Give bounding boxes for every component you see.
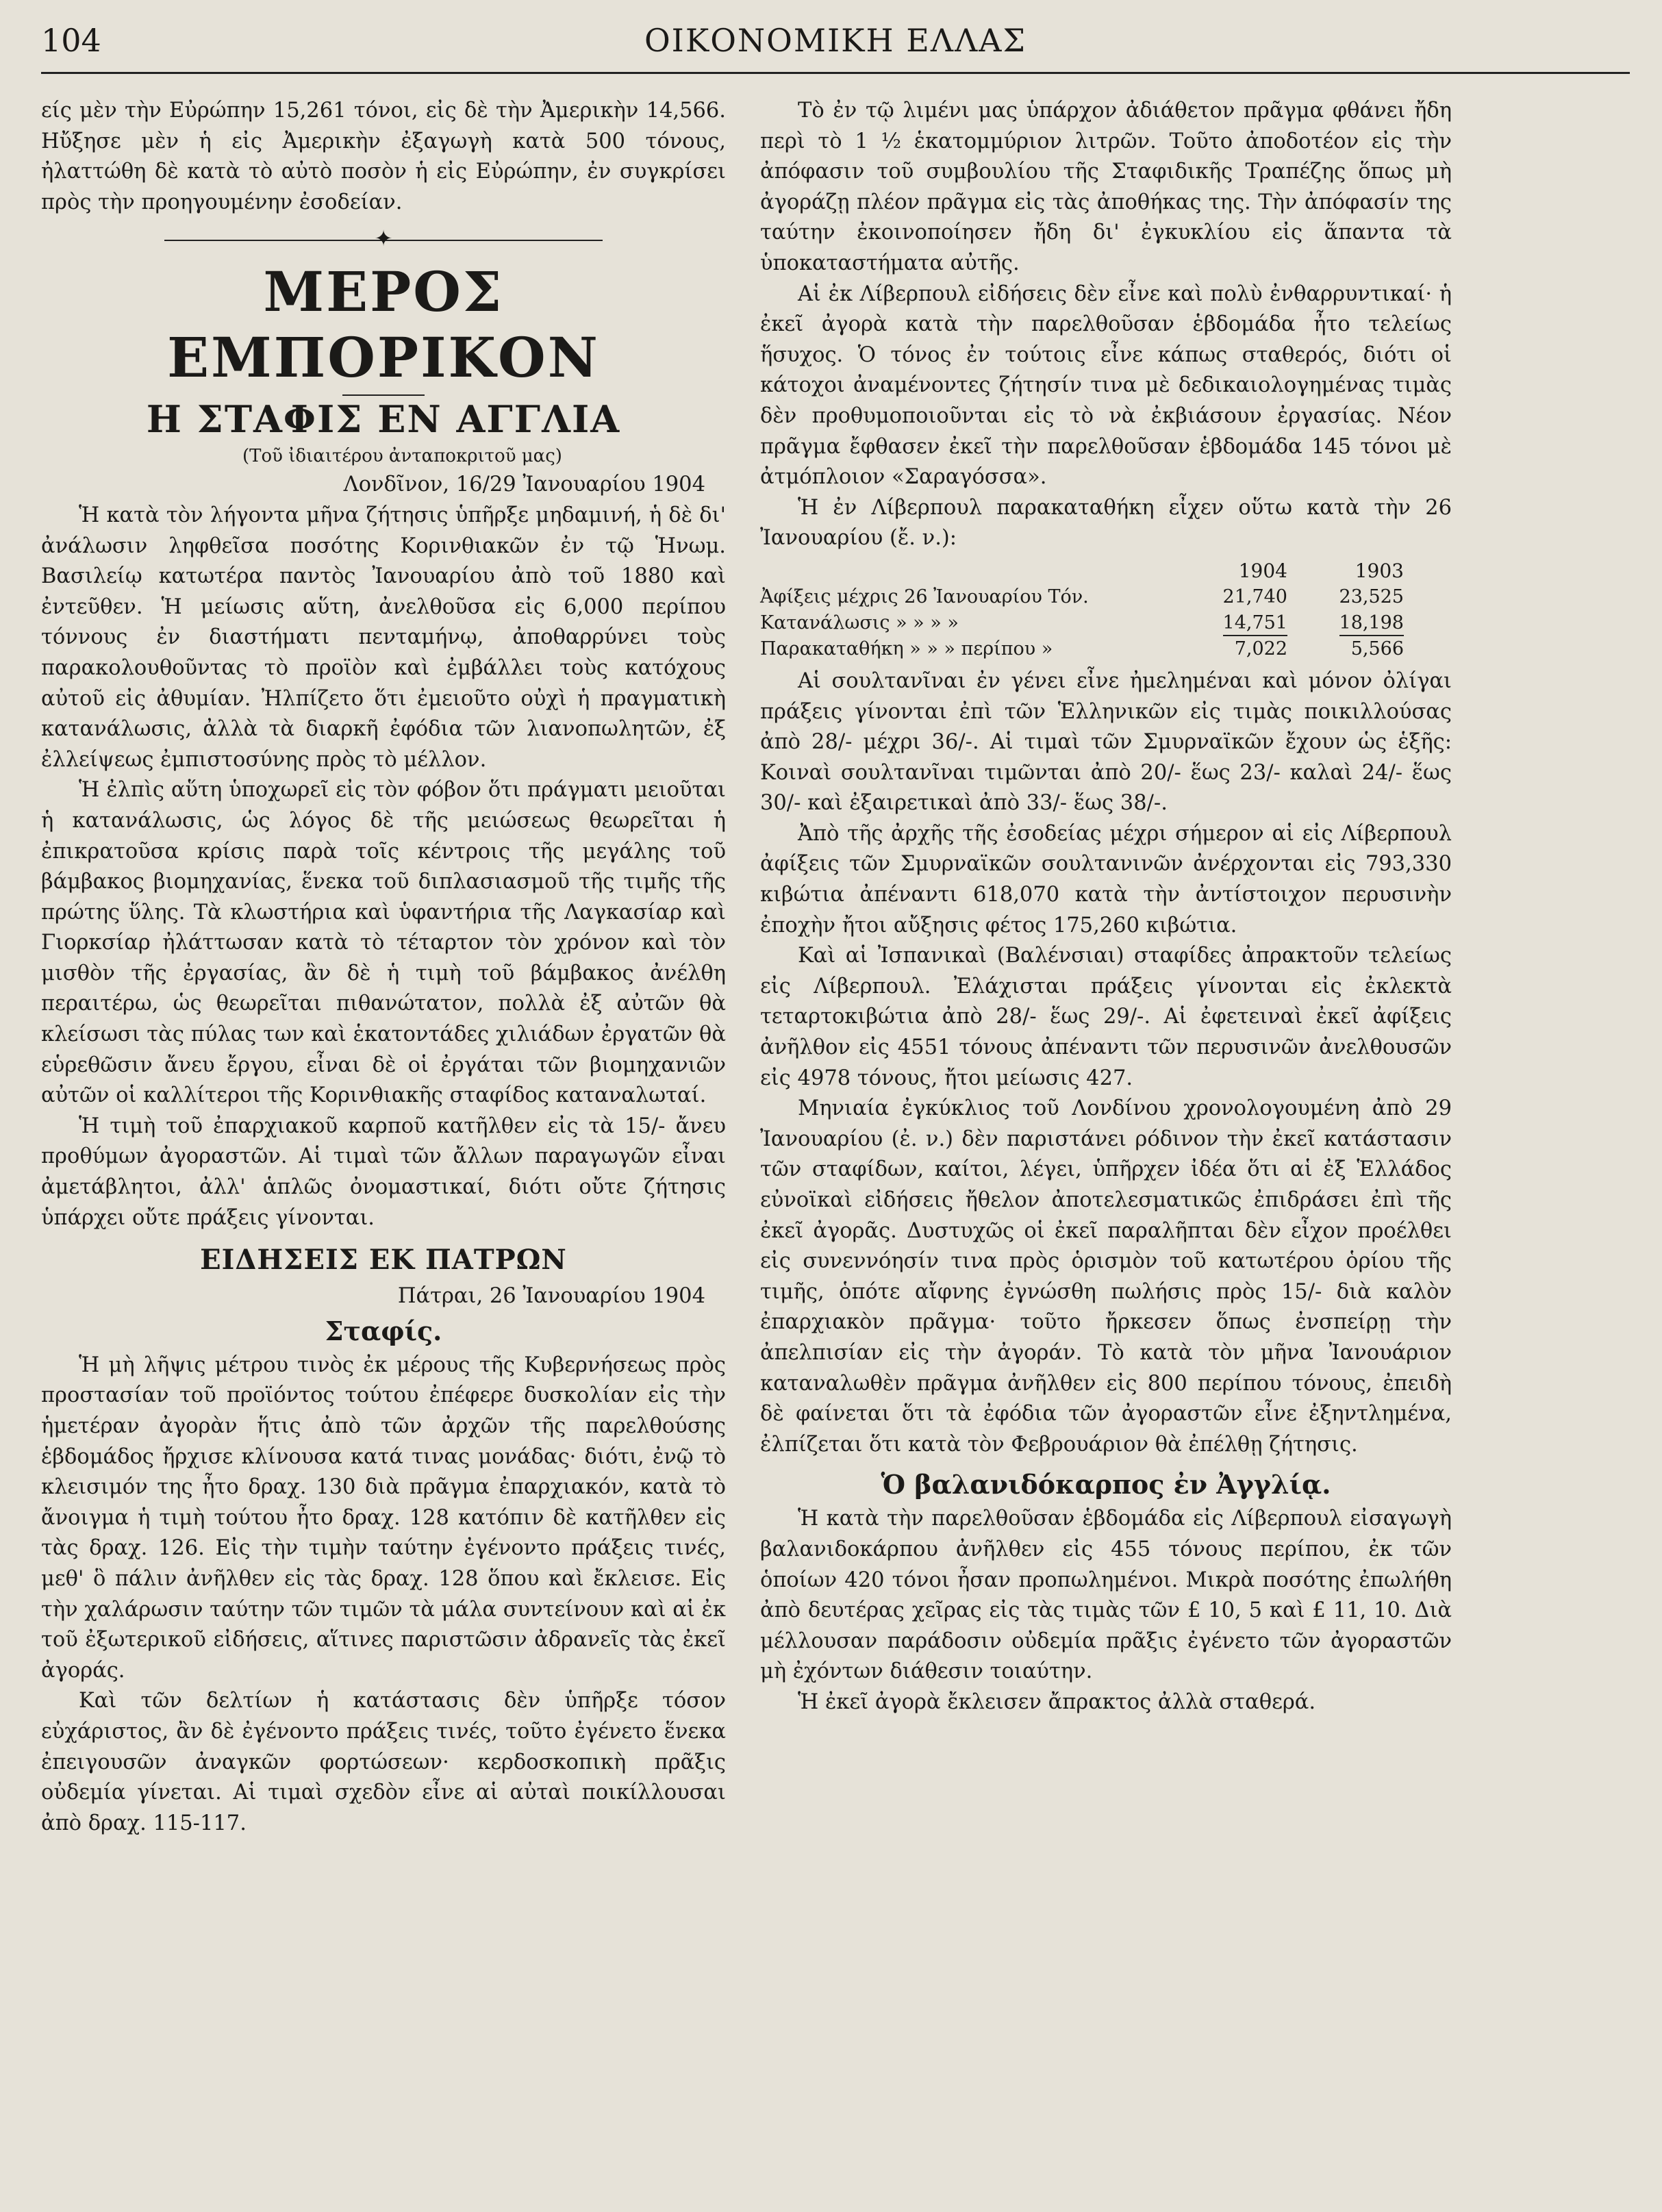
article-paragraph: Ἡ κατὰ τὸν λήγοντα μῆνα ζήτησις ὑπῆρξε μηδαμινή, ἡ δὲ δι' ἀνάλωσιν ληφθεῖσα ποσότης Κορινθιακῶν ἐν τῷ Ἡνωμ. Βασιλείῳ κατωτέρα παντὸς Ἰανουαρίου ἀπὸ τοῦ 1880 καὶ ἐντεῦθεν. Ἡ μείωσις αὕτη, ἀνελθοῦσα εἰς 6,000 περίπου τόννους ἐν διαστήματι πενταμήνῳ, ἀποθαρρύνει τοὺς παρακολουθοῦντας τὸ προϊὸν καὶ ἐμβάλλει τοὺς κατόχους αὐτοῦ εἰς ἀθυμίαν. Ἠλπίζετο ὅτι ἐμειοῦτο οὐχὶ ἡ πραγματικὴ κατανάλωσις, ἀλλὰ τὰ διαρκῆ ἐφόδια τῶν λιανοπωλητῶν, ἐξ ἐλλείψεως ἐμπιστοσύνης πρὸς τὸ μέλλον. bbox=[41, 503, 726, 772]
table-row bbox=[760, 636, 1452, 662]
news-dateline: Πάτραι, 26 Ἰανουαρίου 1904 bbox=[397, 1284, 705, 1309]
stock-table-header bbox=[760, 558, 1452, 584]
running-title: ΟΙΚΟΝΟΜΙΚΗ ΕΛΛΑΣ bbox=[644, 22, 1027, 59]
article-paragraph: Ἡ κατὰ τὴν παρελθοῦσαν ἑβδομάδα εἰς Λίβερπουλ εἰσαγωγὴ βαλανιδοκάρπου ἀνῆλθεν εἰς 455 τόνους περίπου, ἐκ τῶν ὁποίων 420 τόνοι ἦσαν προπωλημένοι. Μικρὰ ποσότης ἐπωλήθη ἀπὸ δευτέρας χεῖρας εἰς τὰς τιμὰς τῶν £ 10, 5 καὶ £ 11, 10. Διὰ μέλλουσαν παράδοσιν οὐδεμία πρᾶξις ἐγένετο τῶν ἀγοραστῶν μὴ ἐχόντων διάθεσιν τοιαύτην. bbox=[760, 1507, 1452, 1684]
intro-paragraph: είς μὲν τὴν Εὐρώπην 15,261 τόνοι, εἰς δὲ τὴν Ἀμερικὴν 14,566. Ηὔξησε μὲν ἡ εἰς Ἀμερικὴν ἐξαγωγὴ κατὰ 500 τόνους, ἠλαττώθη δὲ κατὰ τὸ αὐτὸ ποσὸν ἡ εἰς Εὐρώπην, ἐν συγκρίσει πρὸς τὴν προηγουμένην ἐσοδείαν. bbox=[41, 99, 726, 214]
row-label: Κατανάλωσις » » » » bbox=[760, 612, 959, 633]
table-row bbox=[760, 584, 1452, 610]
dateline: Λονδῖνον, 16/29 Ἰανουαρίου 1904 bbox=[343, 473, 705, 497]
news-section-title: ΕΙΔΗΣΕΙΣ ΕΚ ΠΑΤΡΩΝ bbox=[200, 1244, 567, 1277]
row-value: 18,198 bbox=[1339, 612, 1404, 636]
year-header: 1903 bbox=[1355, 559, 1404, 582]
row-value: 5,566 bbox=[1350, 638, 1404, 659]
table-row bbox=[760, 610, 1452, 636]
article-paragraph: Ἡ ἐν Λίβερπουλ παρακαταθήκη εἶχεν οὕτω κατὰ τὴν 26 Ἰανουαρίου (ἔ. ν.): bbox=[760, 495, 1452, 551]
article-paragraph: Ἡ μὴ λῆψις μέτρου τινὸς ἐκ μέρους τῆς Κυβερνήσεως πρὸς προστασίαν τοῦ προϊόντος τούτου ἐπέφερε δυσκολίαν εἰς τὴν ἡμετέραν ἀγορὰν ἥτις ἀπὸ τῶν ἀρχῶν τῆς παρελθούσης ἑβδομάδος ἤρχισε κλίνουσα κατά τινας μονάδας· διότι, ἐνῷ τὸ κλεισιμόν της ἦτο δραχ. 130 διὰ πρᾶγμα ἐπαρχιακόν, κατὰ τὸ ἄνοιγμα ἡ τιμὴ τούτου ἦτο δραχ. 128 κατόπιν δὲ κατῆλθεν εἰς τὰς δραχ. 126. Εἰς τὴν τιμὴν ταύτην ἐγένοντο πράξεις τινές, μεθ' ὃ πάλιν ἀνῆλθεν εἰς τὰς δραχ. 128 ὅπου καὶ ἔκλεισε. Εἰς τὴν χαλάρωσιν ταύτην τῶν τιμῶν τὰ μάλα συντείνουν καὶ αἱ ἐκ τοῦ ἐξωτερικοῦ εἰδήσεις, αἵτινες παριστῶσιν ἀδρανεῖς τὰς ἐκεῖ ἀγοράς. bbox=[41, 1353, 726, 1683]
article-paragraph: Αἱ σουλτανῖναι ἐν γένει εἶνε ἠμελημέναι καὶ μόνον ὀλίγαι πράξεις γίνονται ἐπὶ τῶν Ἑλληνικῶν εἰς τιμὰς ποικιλλούσας ἀπὸ 28/- μέχρι 36/-. Αἱ τιμαὶ τῶν Σμυρναϊκῶν ἔχουν ὡς ἑξῆς: Κοιναὶ σουλτανῖναι τιμῶνται ἀπὸ 20/- ἕως 23/- καλαὶ 24/- ἕως 30/- καὶ ἐξαιρετικαὶ ἀπὸ 33/- ἕως 38/-. bbox=[760, 668, 1452, 816]
article-paragraph: Ἡ τιμὴ τοῦ ἐπαρχιακοῦ καρποῦ κατῆλθεν εἰς τὰ 15/- ἄνευ προθύμων ἀγοραστῶν. Αἱ τιμαὶ τῶν ἄλλων παραγωγῶν εἶναι ἀμετάβλητοι, ἀλλ' ἁπλῶς ὀνομαστικαί, διότι οὔτε ζήτησις ὑπάρχει οὔτε πράξεις γίνονται. bbox=[41, 1114, 726, 1230]
article-paragraph: Τὸ ἐν τῷ λιμένι μας ὑπάρχον ἀδιάθετον πρᾶγμα φθάνει ἤδη περὶ τὸ 1 ½ ἑκατομμύριον λιτρῶν. Τοῦτο ἀποδοτέον εἰς τὴν ἀπόφασιν τοῦ συμβουλίου τῆς Σταφιδικῆς Τραπέζης ὅπως μὴ ἀγοράζῃ πλέον πρᾶγμα εἰς τὰς ἀποθήκας της. Τὴν ἀπόφασίν της ταύτην ἐκοινοποίησεν ἤδη δι' ἐγκυκλίου εἰς ἅπαντα τὰ ὑποκαταστήματα αὐτῆς. bbox=[760, 99, 1452, 275]
acorn-section-title: Ὁ βαλανιδόκαρπος ἐν Ἀγγλίᾳ. bbox=[881, 1469, 1331, 1500]
row-value: 21,740 bbox=[1222, 586, 1287, 607]
row-value: 14,751 bbox=[1223, 612, 1287, 636]
article-paragraph: Μηνιαία ἐγκύκλιος τοῦ Λονδίνου χρονολογουμένη ἀπὸ 29 Ἰανουαρίου (ἐ. ν.) δὲν παριστάνει ρόδινον τὴν ἐκεῖ κατάστασιν τῶν σταφίδων, καίτοι, λέγει, ὑπῆρχεν ἰδέα ὅτι αἱ ἐξ Ἑλλάδος εὐνοϊκαὶ εἰδήσεις ἤθελον ἀποτελεσματικῶς ἐπιδράσει ἐπὶ τῆς ἐκεῖ ἀγορᾶς. Δυστυχῶς οἱ ἐκεῖ παραλῆπται δὲν εἶχον προέλθει εἰς συνεννόησίν τινα πρὸς ὁρισμὸν τοῦ κατωτέρου ὁρίου τῆς τιμῆς, ὁπότε αἴφνης ἐγνώσθη πωλήσις πρὸς 15/- διὰ καλὸν ἐπαρχιακὸν πρᾶγμα· τοῦτο ἤρκεσεν ὅπως ἐνσπείρῃ τὴν ἀπελπισίαν εἰς τὴν ἀγοράν. Τὸ κατὰ τὸν μῆνα Ἰανουάριον καταναλωθὲν πρᾶγμα ἀνῆλθεν εἰς 800 περίπου τόνους, ἐπειδὴ δὲ φαίνεται ὅτι τὰ ἐφόδια τῶν ἀγοραστῶν εἶνε ἐξηντλημένα, ἐλπίζεται ὅτι κατὰ τὸν Φεβρουάριον θὰ ἐπέλθῃ ζήτησις. bbox=[760, 1096, 1452, 1457]
article-paragraph: Ἡ ἐλπὶς αὕτη ὑποχωρεῖ εἰς τὸν φόβον ὅτι πράγματι μειοῦται ἡ κατανάλωσις, ὡς λόγος δὲ τῆς μειώσεως θεωρεῖται ἡ ἐπικρατοῦσα κρίσις παρὰ τοῖς κέντροις τῆς μεγάλης τοῦ βάμβακος βιομηχανίας, ἕνεκα τοῦ διπλασιασμοῦ τῆς τιμῆς τῆς πρώτης ὕλης. Τὰ κλωστήρια καὶ ὑφαντήρια τῆς Λαγκασίαρ καὶ Γιορκσίαρ ἠλάττωσαν κατὰ τὸ τέταρτον τὸν χρόνον καὶ τὸν μισθὸν τῆς ἐργασίας, ἂν δὲ ἡ τιμὴ τοῦ βάμβακος ἀνέλθη περαιτέρω, ὡς θεωρεῖται πιθανώτατον, πολλὰ ἐξ αὐτῶν θὰ κλείσωσι τὰς πύλας των καὶ ἑκατοντάδες χιλιάδων ἐργατῶν θὰ εὑρεθῶσιν ἄνευ ἔργου, εἶναι δὲ οἱ ἐργάται τῶν βιομηχανιῶν αὐτῶν οἱ καλλίτεροι τῆς Κορινθιακῆς σταφίδος καταναλωταί. bbox=[41, 778, 726, 1108]
article-title: Η ΣΤΑΦΙΣ ΕΝ ΑΓΓΛΙΑ bbox=[146, 397, 621, 442]
byline: (Τοῦ ἰδιαιτέρου ἀνταποκριτοῦ μας) bbox=[242, 446, 562, 467]
article-paragraph: Καὶ αἱ Ἰσπανικαὶ (Βαλένσιαι) σταφίδες ἀπρακτοῦν τελείως εἰς Λίβερπουλ. Ἐλάχισται πράξεις γίνονται εἰς ἐκλεκτὰ τεταρτοκιβώτια ἀπὸ 28/- ἕως 29/-. Αἱ ἐφετειναὶ ἐκεῖ ἀφίξεις ἀνῆλθον εἰς 4551 τόνους ἀπέναντι τῶν περυσινῶν ἀνελθουσῶν εἰς 4978 τόνους, ἤτοι μείωσις 427. bbox=[760, 944, 1452, 1090]
ornament-divider bbox=[41, 218, 726, 259]
right-column bbox=[760, 96, 1452, 1718]
divider-ornament-icon: ✦ bbox=[374, 225, 393, 252]
header-rule bbox=[41, 72, 1630, 74]
stock-table bbox=[760, 558, 1452, 662]
year-header: 1904 bbox=[1238, 559, 1287, 582]
left-column bbox=[41, 96, 726, 1839]
row-value: 7,022 bbox=[1234, 638, 1287, 659]
section-title: ΜΕΡΟΣ ΕΜΠΟΡΙΚΟΝ bbox=[167, 260, 600, 390]
article-paragraph: Ἀπὸ τῆς ἀρχῆς τῆς ἐσοδείας μέχρι σήμερον αἱ εἰς Λίβερπουλ ἀφίξεις τῶν Σμυρναϊκῶν σουλτανινῶν ἀνέρχονται εἰς 793,330 κιβώτια ἀπέναντι 618,070 κατὰ τὴν ἀντίστοιχον περυσινὴν ἐποχὴν ἤτοι αὔξησις φέτος 175,260 κιβώτια. bbox=[760, 821, 1452, 938]
row-label: Ἀφίξεις μέχρις 26 Ἰανουαρίου Τόν. bbox=[760, 586, 1089, 607]
news-subhead: Σταφίς. bbox=[325, 1315, 442, 1346]
page-number: 104 bbox=[41, 22, 101, 59]
article-paragraph: Αἱ ἐκ Λίβερπουλ εἰδήσεις δὲν εἶνε καὶ πολὺ ἐνθαρρυντικαί· ἡ ἐκεῖ ἀγορὰ κατὰ τὴν παρελθοῦσαν ἑβδομάδα ἦτο τελείως ἥσυχος. Ὁ τόνος ἐν τούτοις εἶνε κάπως σταθερός, διότι οἱ κάτοχοι ἀναμένοντες ζήτησίν τινα μὲ δεδικαιολογημένας τιμὰς δὲν προθυμοποιοῦνται εἰς τὸ νὰ ἐκβιάσουν ἐργασίας. Νέον πρᾶγμα ἔφθασεν ἐκεῖ τὴν παρελθοῦσαν ἑβδομάδα 145 τόνοι μὲ ἀτμόπλοιον «Σαραγόσσα». bbox=[760, 281, 1452, 490]
article-paragraph: Καὶ τῶν δελτίων ἡ κατάστασις δὲν ὑπῆρξε τόσον εὐχάριστος, ἂν δὲ ἐγένοντο πράξεις τινές, τοῦτο ἐγένετο ἕνεκα ἐπειγουσῶν ἀναγκῶν φορτώσεων· κερδοσκοπικὴ πρᾶξις οὐδεμία γίνεται. Αἱ τιμαὶ σχεδὸν εἶνε αἱ αὐταὶ ποικίλλουσαι ἀπὸ δραχ. 115-117. bbox=[41, 1689, 726, 1835]
row-label: Παρακαταθήκη » » » περίπου » bbox=[760, 638, 1053, 659]
page-header bbox=[41, 15, 1630, 70]
row-value: 23,525 bbox=[1339, 586, 1404, 607]
article-paragraph: Ἡ ἐκεῖ ἀγορὰ ἔκλεισεν ἄπρακτος ἀλλὰ σταθερά. bbox=[798, 1689, 1316, 1714]
